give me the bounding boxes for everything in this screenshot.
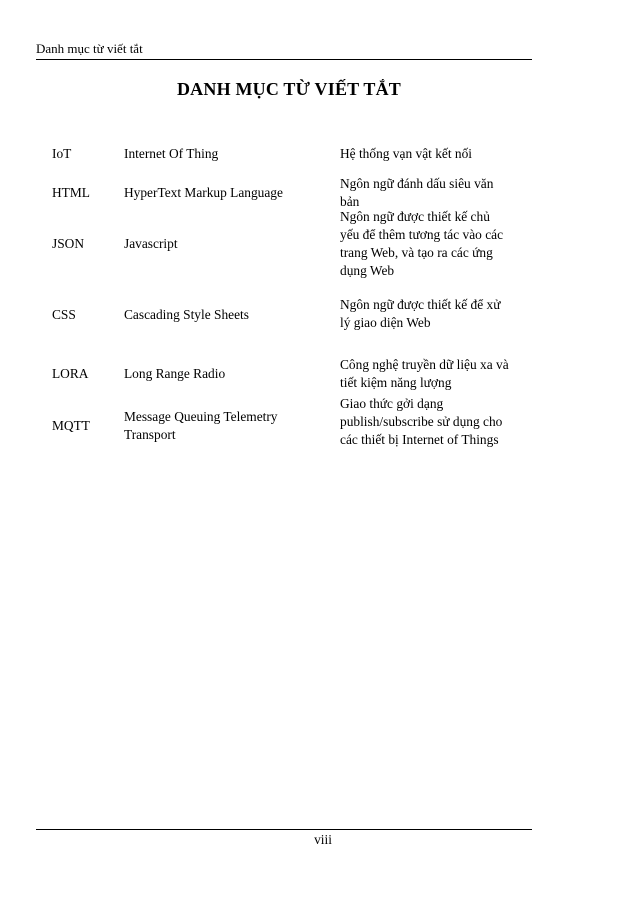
- abbreviation-cell: HTML: [52, 185, 90, 200]
- abbreviation-cell: JSON: [52, 236, 84, 251]
- full-name-cell: HyperText Markup Language: [124, 185, 283, 200]
- abbreviation-cell: CSS: [52, 307, 76, 322]
- description-cell: Ngôn ngữ được thiết kế để xử lý giao diện Web: [340, 297, 501, 330]
- description-cell: Giao thức gởi dạng publish/subscribe sử dụng cho các thiết bị Internet of Things: [340, 396, 503, 447]
- abbreviation-cell: IoT: [52, 146, 72, 161]
- abbreviation-cell: MQTT: [52, 418, 90, 433]
- description-cell: Ngôn ngữ đánh dấu siêu văn bản: [340, 176, 494, 209]
- header-rule: [36, 59, 532, 60]
- page-title: DANH MỤC TỪ VIẾT TẮT: [176, 79, 402, 99]
- running-header: Danh mục từ viết tắt: [36, 41, 143, 56]
- full-name-cell: Internet Of Thing: [124, 146, 219, 161]
- full-name-cell: Message Queuing Telemetry Transport: [124, 409, 278, 442]
- page-number: viii: [314, 832, 332, 847]
- abbreviation-cell: LORA: [52, 366, 89, 381]
- description-cell: Công nghệ truyền dữ liệu xa và tiết kiệm năng lượng: [340, 357, 509, 390]
- full-name-cell: Javascript: [124, 236, 178, 251]
- description-cell: Hệ thống vạn vật kết nối: [340, 146, 473, 161]
- full-name-cell: Cascading Style Sheets: [124, 307, 249, 322]
- description-cell: Ngôn ngữ được thiết kế chủ yếu để thêm tương tác vào các trang Web, và tạo ra các ứng dụng Web: [340, 209, 504, 278]
- full-name-cell: Long Range Radio: [124, 366, 226, 381]
- footer-rule: [36, 829, 532, 830]
